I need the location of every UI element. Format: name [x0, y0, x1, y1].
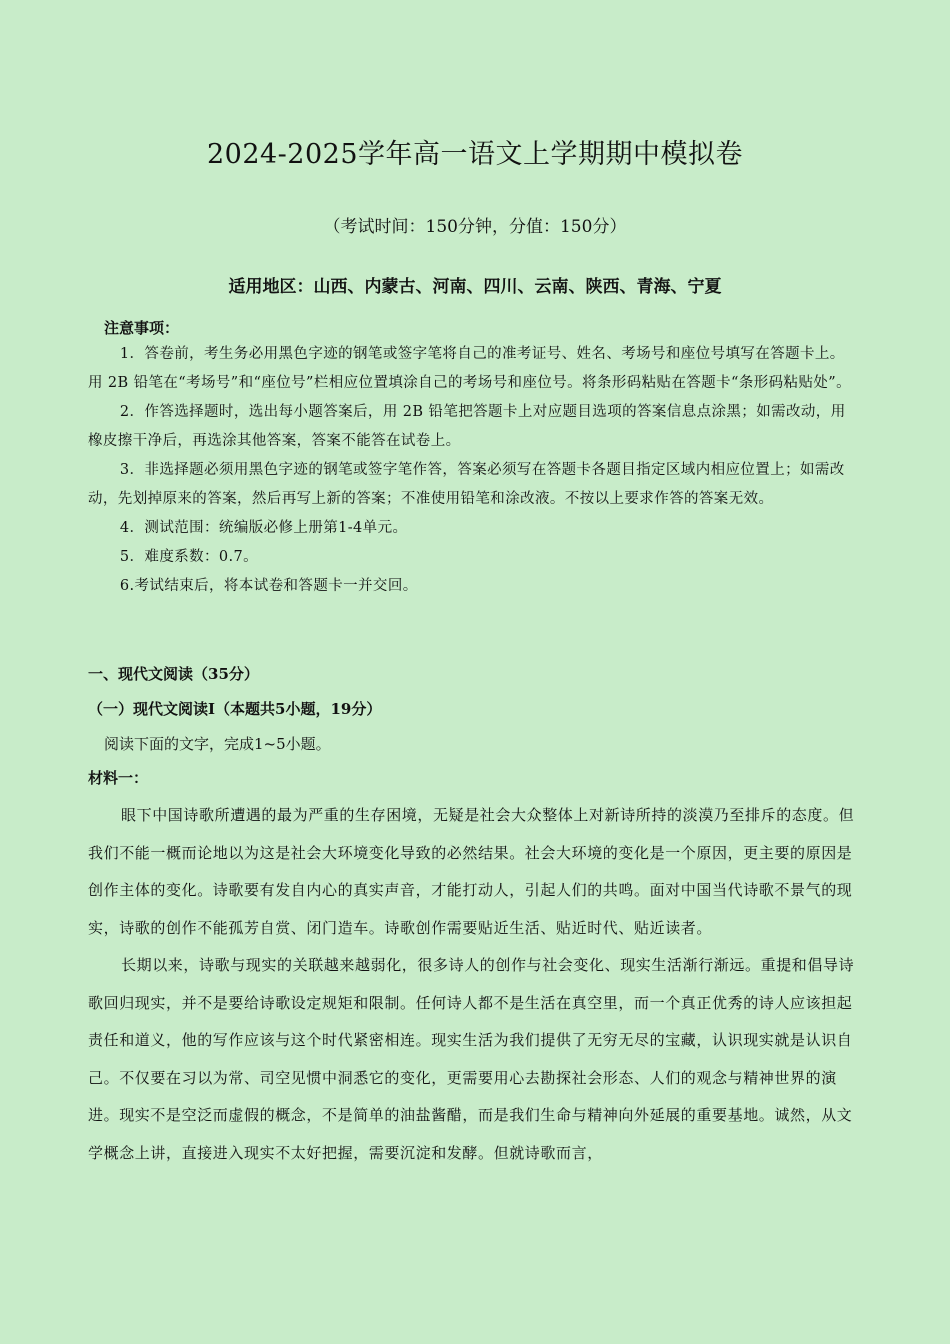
- material-label: 材料一：: [88, 769, 149, 787]
- material-paragraph: 长期以来，诗歌与现实的关联越来越弱化，很多诗人的创作与社会变化、现实生活渐行渐远。重提和倡导诗歌回归现实，并不是要给诗歌设定规矩和限制。任何诗人都不是生活在真空里，而一个真正优秀的诗人应该担起责任和道义，他的写作应该与这个时代紧密相连。现实生活为我们提供了无穷无尽的宝藏，认识现实就是认识自己。不仅要在习以为常、司空见惯中洞悉它的变化，更需要用心去勘探社会形态、人们的观念与精神世界的演进。现实不是空泛而虚假的概念，不是简单的油盐酱醋，而是我们生命与精神向外延展的重要基地。诚然，从文学概念上讲，直接进入现实不太好把握，需要沉淀和发酵。但就诗歌而言，: [88, 956, 855, 1162]
- material-body: [88, 797, 858, 1172]
- exam-time-score: （考试时间：150分钟，分值：150分）: [323, 217, 627, 237]
- note-item: 2．作答选择题时，选出每小题答案后，用 2B 铅笔把答题卡上对应题目选项的答案信息点涂黑；如需改动，用橡皮擦干净后，再选涂其他答案，答案不能答在试卷上。: [88, 404, 846, 449]
- note-item: 3．非选择题必须用黑色字迹的钢笔或签字笔作答，答案必须写在答题卡各题目指定区域内相应位置上；如需改动，先划掉原来的答案，然后再写上新的答案；不准使用铅笔和涂改液。不按以上要求作答的答案无效。: [88, 462, 845, 507]
- section-subheading: （一）现代文阅读Ⅰ（本题共5小题，19分）: [88, 700, 382, 718]
- note-item: 5．难度系数：0.7。: [119, 549, 259, 565]
- notes-heading: 注意事项：: [104, 319, 180, 337]
- material-paragraph: 眼下中国诗歌所遭遇的最为严重的生存困境，无疑是社会大众整体上对新诗所持的淡漠乃至排斥的态度。但我们不能一概而论地以为这是社会大环境变化导致的必然结果。社会大环境的变化是一个原因，更主要的原因是创作主体的变化。诗歌要有发自内心的真实声音，才能打动人，引起人们的共鸣。面对中国当代诗歌不景气的现实，诗歌的创作不能孤芳自赏、闭门造车。诗歌创作需要贴近生活、贴近时代、贴近读者。: [88, 806, 855, 937]
- note-item: 4．测试范围：统编版必修上册第1-4单元。: [119, 520, 408, 536]
- exam-title: 2024-2025学年高一语文上学期期中模拟卷: [206, 139, 744, 170]
- section-heading: 一、现代文阅读（35分）: [88, 665, 259, 683]
- notes-list: [88, 340, 858, 601]
- note-item: 6.考试结束后，将本试卷和答题卡一并交回。: [119, 578, 418, 594]
- note-item: 1．答卷前，考生务必用黑色字迹的钢笔或签字笔将自己的准考证号、姓名、考场号和座位号填写在答题卡上。用 2B 铅笔在“考场号”和“座位号”栏相应位置填涂自己的考场号和座位号。将条形码粘贴在答题卡“条形码粘贴处”。: [88, 346, 851, 391]
- exam-region: 适用地区：山西、内蒙古、河南、四川、云南、陕西、青海、宁夏: [228, 277, 722, 297]
- reading-instruction: 阅读下面的文字，完成1~5小题。: [104, 735, 331, 753]
